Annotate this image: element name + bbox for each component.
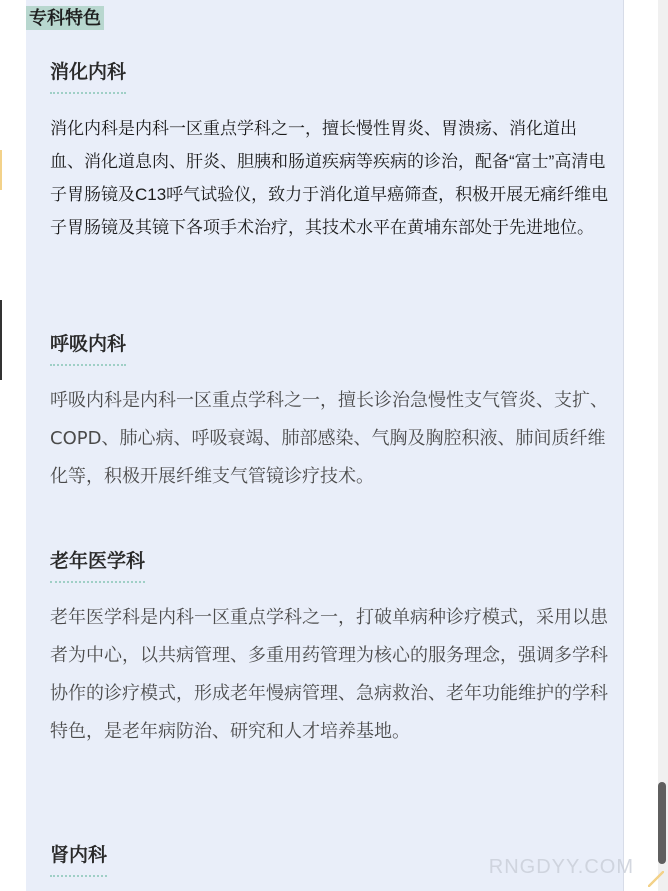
department-block-geriatrics xyxy=(50,551,610,751)
corner-mark xyxy=(648,871,664,887)
left-edge-strip xyxy=(0,0,2,891)
content-panel xyxy=(26,0,624,891)
department-block-respiratory xyxy=(50,334,610,496)
department-title: 肾内科 xyxy=(50,845,107,877)
department-description: 消化内科是内科一区重点学科之一，擅长慢性胃炎、胃溃疡、消化道出血、消化道息肉、肝炎、胆胰和肠道疾病等疾病的诊治，配备“富士”高清电子胃肠镜及C13呼气试验仪，致力于消化道早癌筛查，积极开展无痛纤维电子胃肠镜及其镜下各项手术治疗，其技术水平在黄埔东部处于先进地位。 xyxy=(50,119,609,237)
scrollbar-thumb[interactable] xyxy=(658,782,666,864)
scrollbar-track[interactable] xyxy=(658,0,668,891)
department-description: 呼吸内科是内科一区重点学科之一，擅长诊治急慢性支气管炎、支扩、COPD、肺心病、呼吸衰竭、肺部感染、气胸及胸腔积液、肺间质纤维化等，积极开展纤维支气管镜诊疗技术。 xyxy=(50,390,608,487)
department-title: 呼吸内科 xyxy=(50,334,126,366)
watermark: RNGDYY.COM xyxy=(488,856,634,878)
department-title: 消化内科 xyxy=(50,62,126,94)
department-block-gastroenterology xyxy=(50,62,610,244)
department-title: 老年医学科 xyxy=(50,551,145,583)
department-description: 老年医学科是内科一区重点学科之一，打破单病种诊疗模式，采用以患者为中心，以共病管理、多重用药管理为核心的服务理念，强调多学科协作的诊疗模式，形成老年慢病管理、急病救治、老年功能维护的学科特色，是老年病防治、研究和人才培养基地。 xyxy=(50,607,608,742)
section-title: 专科特色 xyxy=(26,6,104,30)
